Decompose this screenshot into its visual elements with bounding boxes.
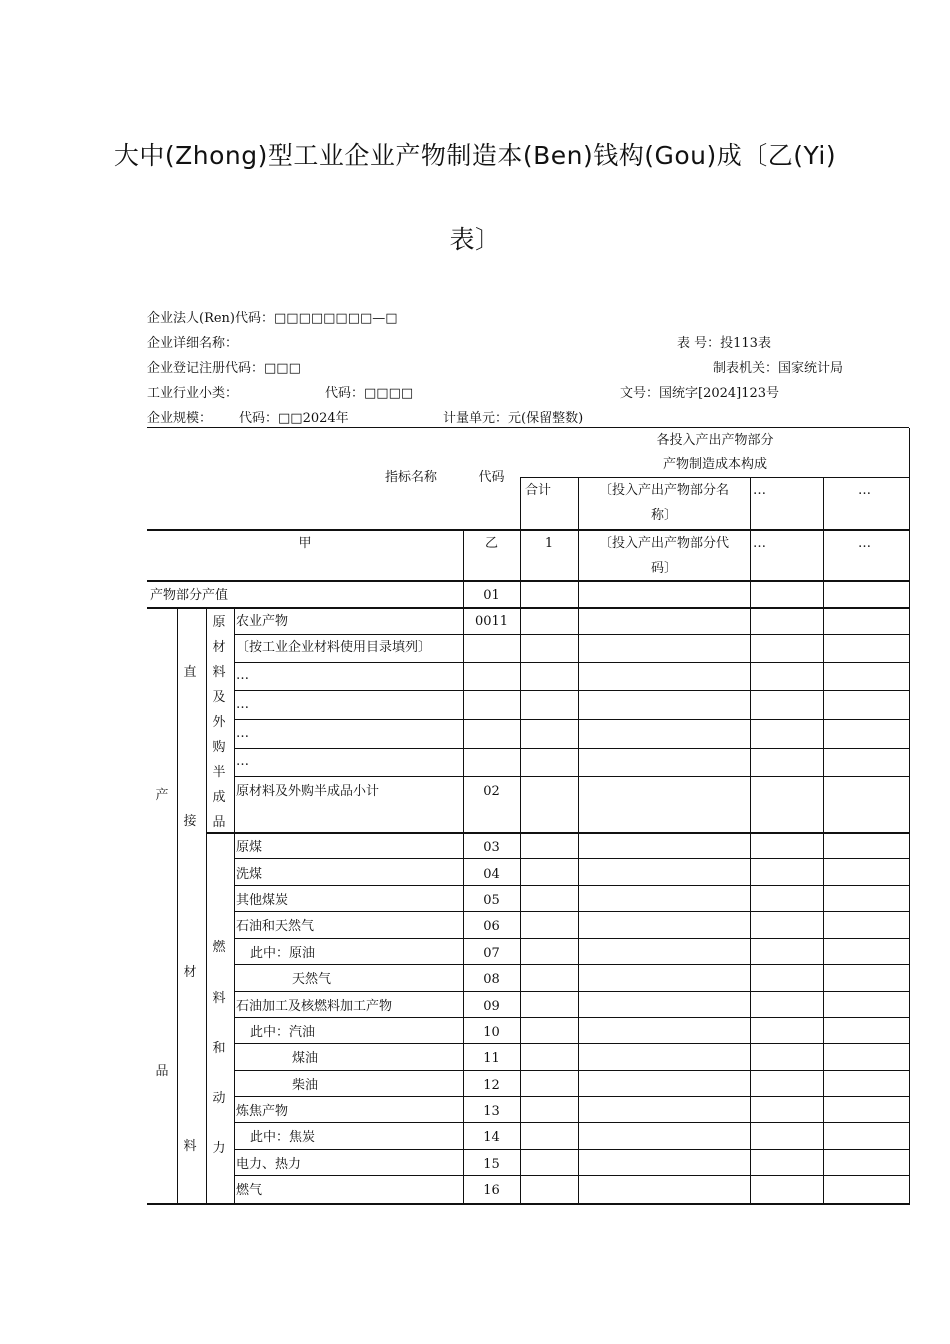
fuel-row-label-07: 此中：原油 [250,946,316,961]
hline-raw-row [234,690,910,691]
vline-code-left [463,529,464,1204]
fuel-row-code-15: 15 [483,1157,500,1172]
legal-code: 企业法人(Ren)代码：□□□□□□□□—□ [147,311,398,326]
header-ellipsis-2: … [858,483,871,498]
hline-fuel-row [234,938,910,939]
header-sector-code-1: 〔投入产出产物部分代 [598,536,729,551]
vline-product [177,607,178,1204]
row-agri-code: 0011 [474,614,509,629]
fuel-row-code-14: 14 [483,1130,500,1145]
vline-category [206,607,207,1204]
fuel-vertical-char-1: 燃 [212,940,226,955]
hline-fuel-row [234,1017,910,1018]
vline-subcategory [234,607,235,1204]
vline-total [520,477,521,1203]
hline-header-bottom [147,529,910,531]
cost-structure-table [147,428,909,1204]
hline-raw-row [234,662,910,663]
row-dots-1: … [236,668,249,683]
hline-raw-row [234,776,910,777]
raw-vertical-char-3: 料 [212,665,226,680]
hline-fuel-row [234,1122,910,1123]
label-material-1: 材 [183,965,197,980]
row-output-code: 01 [483,588,500,603]
fuel-row-label-12: 柴油 [292,1078,319,1093]
raw-vertical-char-6: 购 [212,740,226,755]
hline-fuel-row [234,911,910,912]
fuel-row-code-08: 08 [483,972,500,987]
row-dots-2: … [236,697,249,712]
header-ellipsis-3: … [753,536,766,551]
fuel-row-label-10: 此中：汽油 [250,1025,316,1040]
fuel-vertical-char-4: 动 [212,1091,226,1106]
form-title-cont: 表〕 [449,225,501,254]
row-fill-note: 〔按工业企业材料使用目录填列〕 [236,640,432,655]
raw-vertical-char-8: 成 [212,790,226,805]
raw-vertical-char-5: 外 [212,715,226,730]
raw-vertical-char-4: 及 [212,690,226,705]
header-group-line2: 产物制造成本构成 [662,457,767,472]
hline-raw-row [234,748,910,749]
label-direct-2: 接 [183,814,197,829]
fuel-vertical-char-2: 料 [212,991,226,1006]
header-ellipsis-1: … [753,483,766,498]
hline-fuel-row [234,1175,910,1176]
vline-code-right-top [520,529,521,580]
label-product-1: 产 [155,788,169,803]
fuel-row-code-04: 04 [483,867,500,882]
row-raw-subtotal-label: 原材料及外购半成品小计 [236,784,380,799]
header-one: 1 [544,536,554,551]
label-direct-1: 直 [183,665,197,680]
row-raw-subtotal-code: 02 [483,784,500,799]
fuel-row-code-11: 11 [483,1051,500,1066]
hline-output-bottom [147,607,910,609]
fuel-row-code-09: 09 [483,999,500,1014]
header-total: 合计 [525,483,552,498]
vline-sector [578,477,579,1203]
header-sector-name-2: 称〕 [650,508,677,523]
header-yi: 乙 [484,536,498,551]
hline-jia-bottom [147,580,910,582]
fuel-vertical-char-3: 和 [212,1041,226,1056]
raw-vertical-char-7: 半 [212,765,226,780]
row-output-label: 产物部分产值 [150,588,229,603]
hline-raw-row [234,634,910,635]
fuel-row-label-13: 炼焦产物 [236,1104,289,1119]
hline-fuel-row [234,885,910,886]
fuel-row-label-16: 燃气 [236,1183,263,1198]
vline-col4 [823,477,824,1203]
fuel-row-code-16: 16 [483,1183,500,1198]
fuel-row-label-04: 洗煤 [236,867,263,882]
fuel-row-label-09: 石油加工及核燃料加工产物 [236,999,393,1014]
vline-col3 [750,477,751,1203]
hline-fuel-row [234,858,910,859]
hline-table-bottom [147,1203,910,1205]
registration-code: 企业登记注册代码：□□□ [147,361,301,376]
header-sector-name-1: 〔投入产出产物部分名 [598,483,729,498]
scale-code: 代码：□□2024年 [239,411,349,426]
issuing-authority: 制表机关：国家统计局 [713,361,844,376]
fuel-row-code-07: 07 [483,946,500,961]
vline-right [909,428,910,1204]
raw-vertical-char-1: 原 [212,615,226,630]
row-dots-3: … [236,726,249,741]
fuel-row-label-05: 其他煤炭 [236,893,289,908]
fuel-row-label-15: 电力、热力 [236,1157,302,1172]
header-ellipsis-4: … [858,536,871,551]
form-title: 大中(Zhong)型工业企业产物制造本(Ben)钱构(Gou)成〔乙(Yi) [113,141,837,170]
header-sector-code-2: 码〕 [650,561,677,576]
form-number: 表 号：投113表 [677,336,771,351]
company-scale: 企业规模： [147,411,213,426]
fuel-row-code-06: 06 [483,919,500,934]
hline-fuel-row [234,1043,910,1044]
hline-fuel-row [234,964,910,965]
fuel-row-label-11: 煤油 [292,1051,319,1066]
industry-code: 代码：□□□□ [325,386,414,401]
hline-fuel-row [234,1096,910,1097]
hline-raw-row [234,719,910,720]
industry-class: 工业行业小类： [147,386,239,401]
fuel-row-code-10: 10 [483,1025,500,1040]
raw-vertical-char-9: 品 [212,815,226,830]
fuel-row-label-03: 原煤 [236,840,263,855]
row-dots-4: … [236,754,249,769]
header-jia: 甲 [298,536,312,551]
label-product-2: 品 [155,1064,169,1079]
header-code: 代码 [478,470,505,485]
document-number: 文号：国统字[2024]123号 [620,386,780,401]
fuel-row-label-14: 此中：焦炭 [250,1130,316,1145]
company-name: 企业详细名称： [147,336,239,351]
fuel-row-code-05: 05 [483,893,500,908]
fuel-row-code-12: 12 [483,1078,500,1093]
hline-fuel-row [234,1070,910,1071]
hline-raw-bottom [206,832,910,834]
header-indicator: 指标名称 [385,470,438,485]
fuel-row-code-03: 03 [483,840,500,855]
fuel-row-code-13: 13 [483,1104,500,1119]
measure-unit: 计量单元：元(保留整数) [443,411,584,426]
hline-fuel-row [234,1149,910,1150]
fuel-row-label-06: 石油和天然气 [236,919,315,934]
raw-vertical-char-2: 材 [212,640,226,655]
label-material-2: 料 [183,1139,197,1154]
header-group-line1: 各投入产出产物部分 [656,433,774,448]
fuel-vertical-char-5: 力 [212,1141,226,1156]
row-agri-label: 农业产物 [236,614,289,629]
fuel-row-label-08: 天然气 [292,972,332,987]
hline-fuel-row [234,991,910,992]
